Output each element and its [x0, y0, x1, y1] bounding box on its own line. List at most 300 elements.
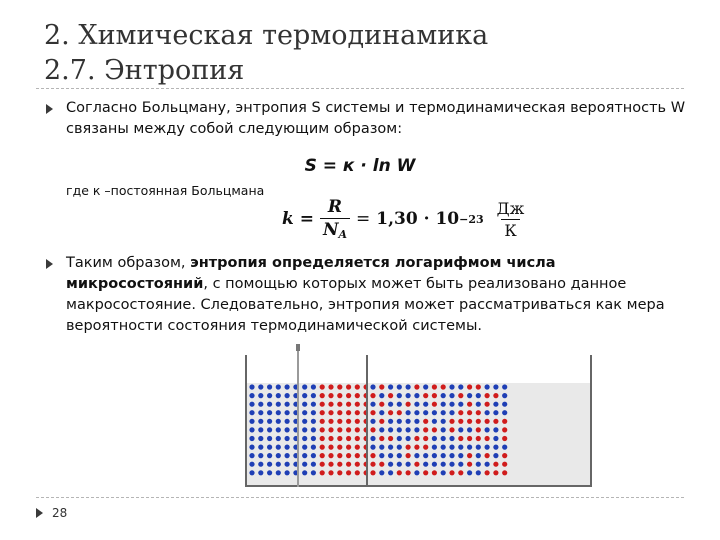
particle-dot	[355, 393, 360, 398]
title-line-1: 2. Химическая термодинамика	[44, 20, 489, 51]
particle-dot	[346, 462, 351, 467]
particle-dot	[388, 393, 393, 398]
particle-dot	[379, 436, 384, 441]
particle-dot	[337, 410, 342, 415]
particle-dot	[320, 410, 325, 415]
mixed-particles	[368, 383, 590, 485]
particle-dot	[485, 462, 490, 467]
particle-dot	[337, 419, 342, 424]
particle-dot	[379, 419, 384, 424]
particle-dot	[355, 402, 360, 407]
particle-dot	[414, 445, 419, 450]
particle-dot	[337, 470, 342, 475]
particle-dot	[379, 427, 384, 432]
particle-dot	[328, 410, 333, 415]
particle-dot	[267, 453, 272, 458]
particle-dot	[337, 453, 342, 458]
particle-dot	[267, 462, 272, 467]
particle-dot	[388, 384, 393, 389]
bottom-divider	[36, 497, 684, 498]
particle-dot	[476, 470, 481, 475]
particle-dot	[485, 470, 490, 475]
particle-dot	[414, 462, 419, 467]
particle-dot	[276, 419, 281, 424]
particle-dot	[302, 445, 307, 450]
particle-dot	[502, 410, 507, 415]
particle-dot	[467, 453, 472, 458]
particle-dot	[476, 436, 481, 441]
particle-dot	[320, 436, 325, 441]
particle-dot	[311, 436, 316, 441]
particle-dot	[388, 462, 393, 467]
k-formula-mantissa: 1,30 · 10	[376, 209, 460, 229]
particle-dot	[328, 384, 333, 389]
particle-dot	[441, 402, 446, 407]
bullet-arrow-icon	[46, 104, 53, 114]
particle-dot	[346, 453, 351, 458]
particle-dot	[285, 445, 290, 450]
particle-dot	[311, 393, 316, 398]
particle-dot	[397, 419, 402, 424]
r-over-na-fraction	[320, 197, 350, 241]
bullet-arrow-icon	[46, 259, 53, 269]
particle-dot	[285, 393, 290, 398]
denominator-subscript: A	[338, 228, 348, 241]
particle-dot	[285, 470, 290, 475]
particle-dot	[311, 402, 316, 407]
particle-dot	[467, 445, 472, 450]
particle-dot	[476, 419, 481, 424]
particle-dot	[370, 384, 375, 389]
particle-dot	[397, 393, 402, 398]
particle-dot	[285, 419, 290, 424]
particle-dot	[276, 384, 281, 389]
particle-dot	[355, 384, 360, 389]
particle-dot	[467, 462, 472, 467]
boltzmann-formula: S = к · ln W	[304, 156, 416, 176]
particle-dot	[476, 462, 481, 467]
particle-dot	[276, 453, 281, 458]
particle-dot	[311, 470, 316, 475]
particle-dot	[397, 402, 402, 407]
particle-dot	[502, 384, 507, 389]
fraction-denominator	[320, 218, 350, 241]
particle-dot	[458, 445, 463, 450]
particle-dot	[458, 436, 463, 441]
particle-dot	[449, 453, 454, 458]
particle-dot	[458, 419, 463, 424]
particle-dot	[388, 427, 393, 432]
particle-dot	[397, 462, 402, 467]
particle-dot	[414, 436, 419, 441]
particle-dot	[276, 445, 281, 450]
particle-dot	[406, 462, 411, 467]
particle-dot	[502, 427, 507, 432]
particle-dot	[311, 419, 316, 424]
particle-dot	[379, 384, 384, 389]
particle-dot	[276, 470, 281, 475]
particle-dot	[406, 436, 411, 441]
particle-dot	[485, 419, 490, 424]
particle-dot	[423, 427, 428, 432]
particle-dot	[267, 384, 272, 389]
particle-dot	[441, 393, 446, 398]
particle-dot	[476, 402, 481, 407]
particle-dot	[328, 470, 333, 475]
particle-dot	[476, 384, 481, 389]
particle-dot	[249, 445, 254, 450]
particle-dot	[258, 419, 263, 424]
particle-dot	[320, 402, 325, 407]
particle-dot	[485, 427, 490, 432]
particle-dot	[370, 410, 375, 415]
particle-dot	[258, 427, 263, 432]
particle-dot	[458, 453, 463, 458]
particle-dot	[267, 402, 272, 407]
particle-dot	[449, 384, 454, 389]
particle-dot	[379, 453, 384, 458]
particle-dot	[493, 384, 498, 389]
particle-dot	[467, 436, 472, 441]
particle-dot	[370, 427, 375, 432]
particle-dot	[432, 445, 437, 450]
particle-dot	[328, 462, 333, 467]
particle-dot	[485, 393, 490, 398]
particle-dot	[355, 427, 360, 432]
particle-dot	[328, 393, 333, 398]
particle-dot	[502, 393, 507, 398]
particle-dot	[485, 384, 490, 389]
particle-dot	[337, 445, 342, 450]
particle-dot	[258, 453, 263, 458]
particle-dot	[328, 453, 333, 458]
particle-dot	[258, 384, 263, 389]
particle-dot	[249, 384, 254, 389]
particle-dot	[502, 445, 507, 450]
particle-dot	[370, 453, 375, 458]
particle-dot	[355, 453, 360, 458]
particle-dot	[258, 462, 263, 467]
particle-dot	[493, 402, 498, 407]
particle-dot	[476, 445, 481, 450]
k-formula	[282, 196, 533, 242]
particle-dot	[276, 436, 281, 441]
particle-dot	[449, 427, 454, 432]
particle-dot	[502, 470, 507, 475]
particle-dot	[502, 402, 507, 407]
particle-dot	[302, 402, 307, 407]
particle-dot	[397, 384, 402, 389]
particle-dot	[432, 419, 437, 424]
particle-dot	[258, 393, 263, 398]
particle-dot	[370, 393, 375, 398]
particle-dot	[249, 470, 254, 475]
unit-numerator: Дж	[496, 198, 525, 218]
particle-dot	[388, 402, 393, 407]
particle-dot	[432, 462, 437, 467]
particle-dot	[414, 393, 419, 398]
unit-denominator: К	[501, 219, 519, 240]
particle-dot	[397, 453, 402, 458]
particle-dot	[379, 470, 384, 475]
particle-dot	[397, 470, 402, 475]
particle-dot	[328, 436, 333, 441]
particle-dot	[441, 410, 446, 415]
particle-dot	[258, 470, 263, 475]
particle-dot	[432, 393, 437, 398]
particle-dot	[449, 393, 454, 398]
particle-dot	[467, 470, 472, 475]
particle-dot	[302, 453, 307, 458]
k-formula-equals: =	[356, 209, 371, 229]
particle-dot	[379, 402, 384, 407]
particle-dot	[423, 462, 428, 467]
particle-dot	[258, 410, 263, 415]
particle-dot	[449, 410, 454, 415]
particle-dot	[485, 445, 490, 450]
particle-dot	[493, 410, 498, 415]
particle-dot	[276, 402, 281, 407]
particle-dot	[370, 470, 375, 475]
particle-dot	[285, 384, 290, 389]
particle-dot	[276, 462, 281, 467]
particle-dot	[414, 419, 419, 424]
particle-dot	[502, 419, 507, 424]
particle-dot	[337, 436, 342, 441]
particle-dot	[458, 462, 463, 467]
particle-dot	[441, 462, 446, 467]
particle-dot	[406, 402, 411, 407]
particle-dot	[302, 436, 307, 441]
particle-dot	[406, 427, 411, 432]
particle-dot	[388, 453, 393, 458]
particle-dot	[276, 393, 281, 398]
particle-dot	[423, 419, 428, 424]
particle-dot	[485, 410, 490, 415]
particle-dot	[432, 470, 437, 475]
particle-dot	[397, 410, 402, 415]
particle-dot	[467, 402, 472, 407]
fraction-numerator: R	[327, 197, 343, 217]
particle-dot	[355, 419, 360, 424]
particle-dot	[249, 462, 254, 467]
particle-dot	[258, 445, 263, 450]
particle-dot	[320, 470, 325, 475]
particle-dot	[370, 419, 375, 424]
bullet-1-text: Согласно Больцману, энтропия S системы и термодинамическая вероятность W связаны между собой следующим образом:	[66, 100, 686, 137]
particle-dot	[346, 410, 351, 415]
particle-dot	[285, 427, 290, 432]
particle-dot	[379, 393, 384, 398]
particle-dot	[267, 427, 272, 432]
particle-dot	[467, 410, 472, 415]
particle-dot	[493, 436, 498, 441]
bullet-2-text-end: , с помощью которых может быть реализовано данное макросостояние. Следовательно, энтропия может рассматриваться как мера вероятности состояния термодинамической системы.	[66, 276, 665, 334]
particle-dot	[388, 436, 393, 441]
k-formula-lhs: k =	[282, 209, 314, 229]
partition-handle	[296, 344, 300, 351]
boltzmann-constant-note: где к –постоянная Больцмана	[66, 183, 265, 198]
particle-dot	[485, 436, 490, 441]
beaker-partition	[297, 344, 299, 487]
particle-dot	[370, 402, 375, 407]
particle-dot	[458, 384, 463, 389]
particle-dot	[370, 436, 375, 441]
particle-dot	[311, 453, 316, 458]
particle-dot	[346, 436, 351, 441]
particle-dot	[370, 445, 375, 450]
particle-dot	[249, 453, 254, 458]
particle-dot	[337, 462, 342, 467]
particle-dot	[320, 419, 325, 424]
particle-dot	[449, 462, 454, 467]
particle-dot	[249, 419, 254, 424]
particle-dot	[449, 470, 454, 475]
particle-dot	[320, 427, 325, 432]
particle-dot	[449, 402, 454, 407]
particle-dot	[267, 393, 272, 398]
particle-dot	[249, 436, 254, 441]
page-arrow-icon	[36, 508, 43, 518]
slide-title	[44, 18, 488, 88]
particle-dot	[493, 470, 498, 475]
particle-dot	[328, 402, 333, 407]
particle-dot	[258, 436, 263, 441]
unit-fraction	[494, 199, 528, 240]
particle-dot	[346, 427, 351, 432]
particle-dot	[441, 445, 446, 450]
particle-dot	[311, 427, 316, 432]
particle-dot	[311, 410, 316, 415]
particle-dot	[458, 402, 463, 407]
particle-dot	[267, 419, 272, 424]
particle-dot	[441, 427, 446, 432]
particle-dot	[432, 427, 437, 432]
title-line-2: 2.7. Энтропия	[44, 55, 245, 86]
particle-dot	[320, 453, 325, 458]
particle-dot	[414, 427, 419, 432]
particle-dot	[423, 393, 428, 398]
particle-dot	[432, 410, 437, 415]
particle-dot	[355, 470, 360, 475]
particle-dot	[311, 445, 316, 450]
particle-dot	[328, 419, 333, 424]
particle-dot	[476, 427, 481, 432]
particle-dot	[432, 384, 437, 389]
particle-dot	[493, 393, 498, 398]
particle-dot	[449, 419, 454, 424]
k-formula-exponent: −23	[459, 212, 484, 226]
denominator-letter: N	[322, 220, 339, 240]
particle-dot	[346, 470, 351, 475]
particle-dot	[388, 470, 393, 475]
particle-dot	[406, 453, 411, 458]
bullet-2-text	[66, 253, 686, 337]
particle-dot	[249, 427, 254, 432]
particle-dot	[423, 445, 428, 450]
particle-dot	[414, 410, 419, 415]
particle-dot	[355, 410, 360, 415]
particle-dot	[406, 470, 411, 475]
particle-dot	[493, 427, 498, 432]
particle-dot	[285, 462, 290, 467]
particle-dot	[249, 410, 254, 415]
particle-dot	[467, 419, 472, 424]
particle-dot	[397, 436, 402, 441]
particle-dot	[346, 402, 351, 407]
particle-dot	[355, 462, 360, 467]
particle-dot	[285, 402, 290, 407]
particle-dot	[337, 402, 342, 407]
particle-dot	[397, 427, 402, 432]
particle-dot	[388, 419, 393, 424]
particle-dot	[302, 427, 307, 432]
particle-dot	[485, 402, 490, 407]
particle-dot	[502, 453, 507, 458]
particle-dot	[337, 427, 342, 432]
particle-dot	[302, 384, 307, 389]
particle-dot	[476, 453, 481, 458]
particle-dot	[388, 445, 393, 450]
particle-dot	[267, 470, 272, 475]
particle-dot	[441, 453, 446, 458]
particle-dot	[249, 402, 254, 407]
particle-dot	[458, 410, 463, 415]
particle-dot	[320, 462, 325, 467]
particle-dot	[423, 410, 428, 415]
particle-dot	[328, 427, 333, 432]
particle-dot	[346, 393, 351, 398]
particle-dot	[441, 470, 446, 475]
particle-dot	[311, 384, 316, 389]
particle-dot	[432, 402, 437, 407]
particle-dot	[467, 427, 472, 432]
particle-dot	[449, 436, 454, 441]
particle-dot	[285, 410, 290, 415]
particle-dot	[355, 445, 360, 450]
particle-dot	[406, 393, 411, 398]
particle-dot	[493, 462, 498, 467]
particle-dot	[441, 419, 446, 424]
particle-dot	[502, 436, 507, 441]
particle-dot	[406, 410, 411, 415]
particle-dot	[423, 436, 428, 441]
particle-dot	[320, 445, 325, 450]
particle-dot	[370, 462, 375, 467]
bullet-2-text-start: Таким образом,	[66, 255, 191, 271]
particle-dot	[258, 402, 263, 407]
particle-dot	[467, 393, 472, 398]
particle-dot	[337, 393, 342, 398]
particle-dot	[267, 445, 272, 450]
particle-dot	[379, 445, 384, 450]
particle-dot	[414, 402, 419, 407]
particle-dot	[467, 384, 472, 389]
particle-dot	[493, 453, 498, 458]
particle-dot	[267, 410, 272, 415]
particle-dot	[285, 453, 290, 458]
particle-dot	[285, 436, 290, 441]
particle-dot	[493, 419, 498, 424]
particle-dot	[423, 470, 428, 475]
particle-dot	[302, 419, 307, 424]
particle-dot	[397, 445, 402, 450]
particle-dot	[414, 453, 419, 458]
bullet-2-text-bold: энтропия определяется логарифмом числа микросостояний	[66, 255, 556, 292]
particle-dot	[414, 470, 419, 475]
particle-dot	[249, 393, 254, 398]
particle-dot	[328, 445, 333, 450]
